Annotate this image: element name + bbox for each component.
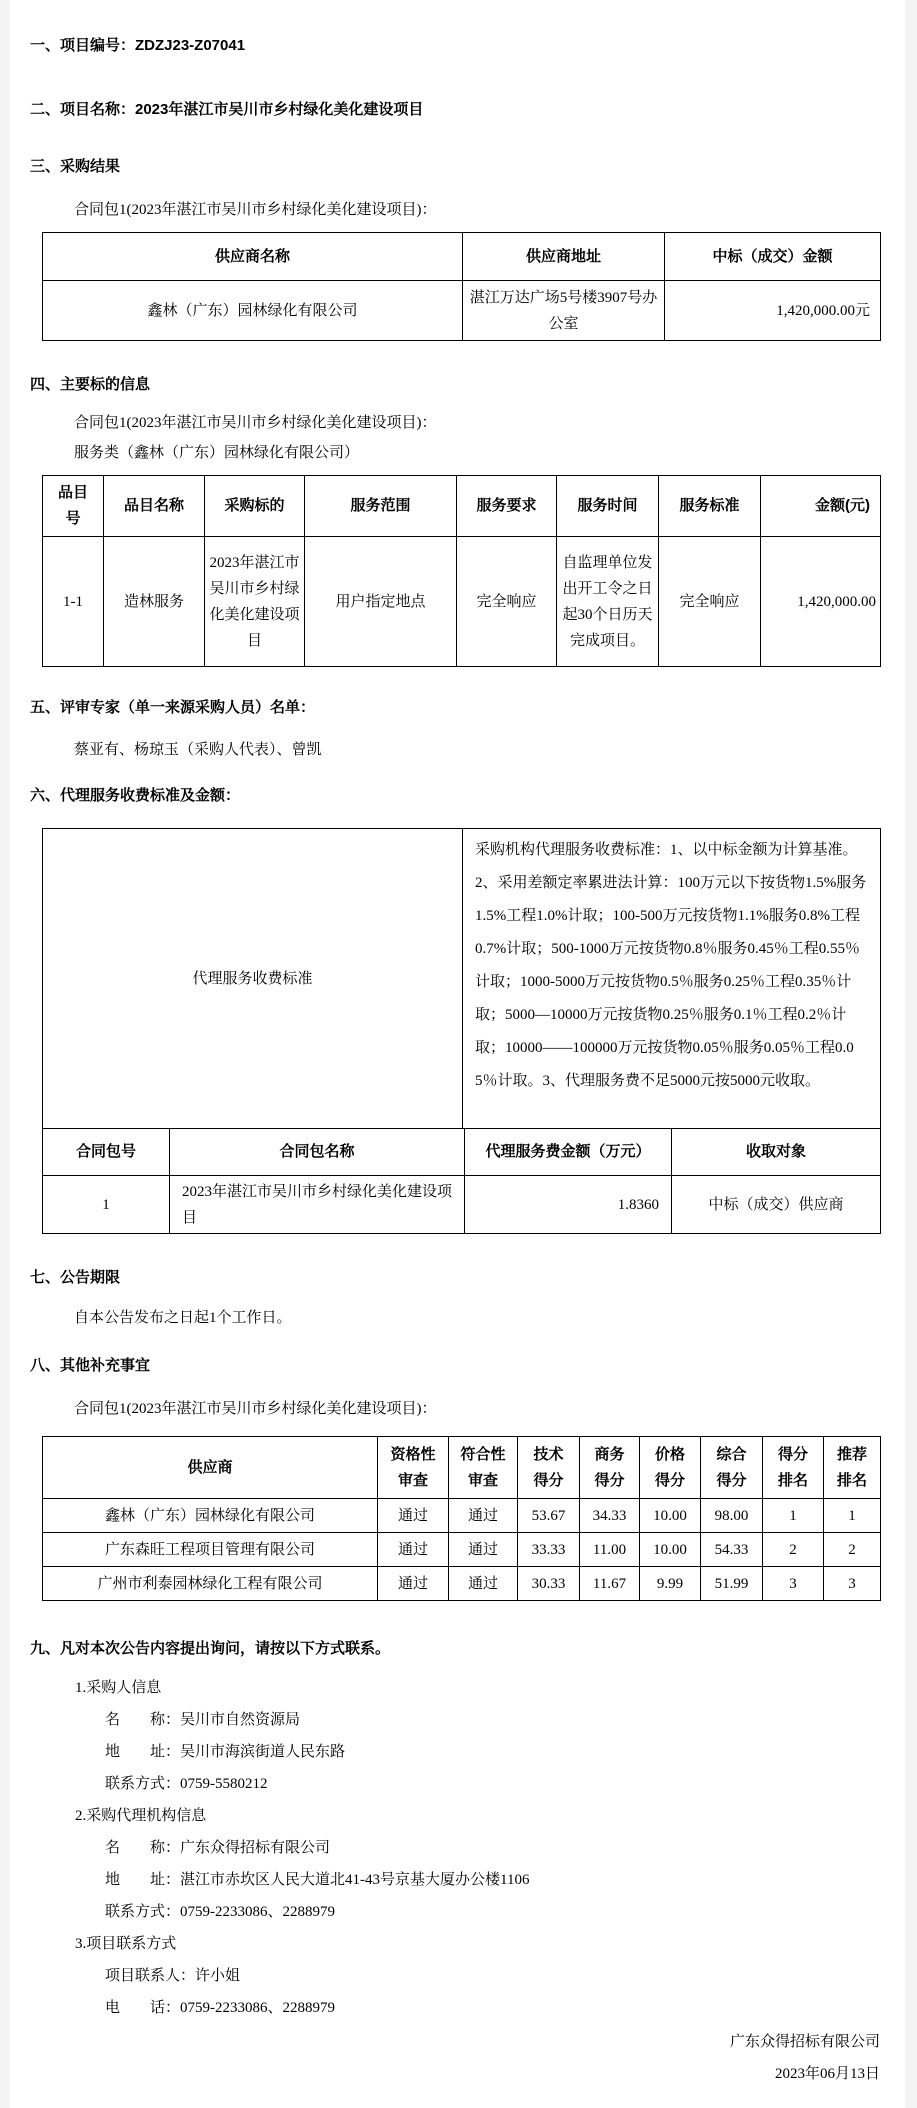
score-cell-supplier: 广东森旺工程项目管理有限公司 [43,1533,378,1567]
fee-header-payer: 收取对象 [672,1129,881,1176]
score-cell-business: 11.00 [580,1533,640,1567]
result-table-header-row [43,233,881,281]
score-table [42,1436,881,1601]
fee-table-header-row [43,1129,881,1176]
score-cell-business: 34.33 [580,1499,640,1533]
subject-service-type-line: 服务类（鑫林（广东）园林绿化有限公司） [74,445,360,461]
score-cell-total: 54.33 [701,1533,763,1567]
score-cell-recommend-rank: 1 [824,1499,881,1533]
score-header-tech: 技术得分 [518,1437,580,1499]
score-table-row [43,1533,881,1567]
score-header-total: 综合得分 [701,1437,763,1499]
fee-standard-row [43,829,881,1129]
score-header-supplier: 供应商 [43,1437,378,1499]
score-cell-total: 51.99 [701,1567,763,1601]
agency-contact-line: 联系方式：0759-2233086、2288979 [105,1904,335,1920]
subject-header-requirement: 服务要求 [457,476,557,537]
score-cell-qualification: 通过 [378,1567,449,1601]
score-cell-conformity: 通过 [449,1499,518,1533]
fee-cell-fee-amount: 1.8360 [465,1176,672,1234]
score-cell-tech: 30.33 [518,1567,580,1601]
score-cell-price: 10.00 [640,1499,701,1533]
result-cell-supplier-name: 鑫林（广东）园林绿化有限公司 [43,281,463,341]
fee-cell-package-no: 1 [43,1176,170,1234]
score-cell-price: 10.00 [640,1533,701,1567]
section-6-heading: 六、代理服务收费标准及金额： [30,787,241,804]
subject-cell-target: 2023年湛江市吴川市乡村绿化美化建设项目 [205,537,305,667]
fee-table-row [43,1176,881,1234]
subject-cell-time: 自监理单位发出开工令之日起30个日历天完成项目。 [557,537,659,667]
subject-package-line: 合同包1(2023年湛江市吴川市乡村绿化美化建设项目)： [74,415,437,431]
subject-header-amount: 金额(元) [761,476,881,537]
score-cell-conformity: 通过 [449,1567,518,1601]
score-cell-supplier: 鑫林（广东）园林绿化有限公司 [43,1499,378,1533]
score-cell-business: 11.67 [580,1567,640,1601]
subject-header-scope: 服务范围 [305,476,457,537]
section-5-heading: 五、评审专家（单一来源采购人员）名单： [30,699,316,716]
score-cell-total: 98.00 [701,1499,763,1533]
score-cell-score-rank: 3 [763,1567,824,1601]
score-header-qualification: 资格性审查 [378,1437,449,1499]
result-header-supplier-address: 供应商地址 [463,233,665,281]
subject-header-standard: 服务标准 [659,476,761,537]
fee-cell-package-name: 2023年湛江市吴川市乡村绿化美化建设项目 [170,1176,465,1234]
section-9-heading: 九、凡对本次公告内容提出询问，请按以下方式联系。 [30,1640,391,1657]
purchaser-info-title: 1.采购人信息 [75,1680,162,1696]
subject-header-target: 采购标的 [205,476,305,537]
score-header-recommend-rank: 推荐排名 [824,1437,881,1499]
score-header-conformity: 符合性审查 [449,1437,518,1499]
subject-cell-amount: 1,420,000.00 [761,537,881,667]
fee-standard-text-cell: 采购机构代理服务收费标准：1、以中标金额为计算基准。2、采用差额定率累进法计算：100万元以下按货物1.5%服务1.5%工程1.0%计取；100-500万元按货物1.1%服务0.8%工程0.7%计取；500-1000万元按货物0.8％服务0.45％工程0.55％计取；1000-5000万元按货物0.5％服务0.25％工程0.35％计取；5000—10000万元按货物0.25％服务0.1％工程0.2％计取；10000——100000万元按货物0.05％服务0.05％工程0.05％计取。3、代理服务费不足5000元按5000元收取。 [463,829,881,1129]
subject-table [42,475,881,667]
agency-fee-table [42,1128,881,1234]
subject-cell-standard: 完全响应 [659,537,761,667]
section-3-heading: 三、采购结果 [30,158,121,175]
result-header-amount: 中标（成交）金额 [665,233,881,281]
subject-header-time: 服务时间 [557,476,659,537]
section-2-heading: 二、项目名称：2023年湛江市吴川市乡村绿化美化建设项目 [30,101,424,118]
announcement-page [10,0,905,2108]
score-cell-qualification: 通过 [378,1499,449,1533]
section-1-heading: 一、项目编号：ZDZJ23-Z07041 [30,37,246,54]
result-cell-amount: 1,420,000.00元 [665,281,881,341]
score-cell-tech: 33.33 [518,1533,580,1567]
subject-cell-item-no: 1-1 [43,537,104,667]
score-header-score-rank: 得分排名 [763,1437,824,1499]
score-cell-supplier: 广州市利泰园林绿化工程有限公司 [43,1567,378,1601]
subject-cell-scope: 用户指定地点 [305,537,457,667]
section-8-heading: 八、其他补充事宜 [30,1357,151,1374]
fee-standard-label-cell: 代理服务收费标准 [43,829,463,1129]
score-cell-conformity: 通过 [449,1533,518,1567]
supplement-package-line: 合同包1(2023年湛江市吴川市乡村绿化美化建设项目)： [74,1401,437,1417]
score-table-header-row [43,1437,881,1499]
agency-address-line: 地 址：湛江市赤坎区人民大道北41-43号京基大厦办公楼1106 [105,1872,530,1888]
footer-company: 广东众得招标有限公司 [729,2034,880,2050]
fee-header-package-no: 合同包号 [43,1129,170,1176]
score-header-price: 价格得分 [640,1437,701,1499]
score-cell-score-rank: 1 [763,1499,824,1533]
result-table-row [43,281,881,341]
score-table-row [43,1567,881,1601]
fee-header-fee-amount: 代理服务费金额（万元） [465,1129,672,1176]
score-table-row [43,1499,881,1533]
score-cell-qualification: 通过 [378,1533,449,1567]
score-cell-price: 9.99 [640,1567,701,1601]
fee-header-package-name: 合同包名称 [170,1129,465,1176]
section-7-heading: 七、公告期限 [30,1269,121,1286]
announcement-period-text: 自本公告发布之日起1个工作日。 [74,1310,292,1326]
subject-cell-item-name: 造林服务 [104,537,205,667]
result-table [42,232,881,341]
result-cell-supplier-address: 湛江万达广场5号楼3907号办公室 [463,281,665,341]
result-header-supplier-name: 供应商名称 [43,233,463,281]
subject-header-item-no: 品目号 [43,476,104,537]
score-cell-score-rank: 2 [763,1533,824,1567]
agency-name-line: 名 称：广东众得招标有限公司 [105,1840,331,1856]
purchaser-address-line: 地 址：吴川市海滨街道人民东路 [105,1744,346,1760]
score-header-business: 商务得分 [580,1437,640,1499]
purchaser-name-line: 名 称：吴川市自然资源局 [105,1712,301,1728]
score-cell-recommend-rank: 3 [824,1567,881,1601]
subject-table-header-row [43,476,881,537]
subject-cell-requirement: 完全响应 [457,537,557,667]
project-contact-title: 3.项目联系方式 [75,1936,177,1952]
score-cell-tech: 53.67 [518,1499,580,1533]
agency-info-title: 2.采购代理机构信息 [75,1808,207,1824]
purchaser-contact-line: 联系方式：0759-5580212 [105,1776,268,1792]
footer-date: 2023年06月13日 [774,2066,880,2082]
subject-table-row [43,537,881,667]
project-phone-line: 电 话：0759-2233086、2288979 [105,2000,335,2016]
subject-header-item-name: 品目名称 [104,476,205,537]
result-package-line: 合同包1(2023年湛江市吴川市乡村绿化美化建设项目)： [74,202,437,218]
section-4-heading: 四、主要标的信息 [30,376,151,393]
agency-fee-standard-table [42,828,881,1129]
experts-names: 蔡亚有、杨琼玉（采购人代表）、曾凯 [74,742,322,758]
fee-cell-payer: 中标（成交）供应商 [672,1176,881,1234]
project-contact-person-line: 项目联系人：许小姐 [105,1968,241,1984]
score-cell-recommend-rank: 2 [824,1533,881,1567]
